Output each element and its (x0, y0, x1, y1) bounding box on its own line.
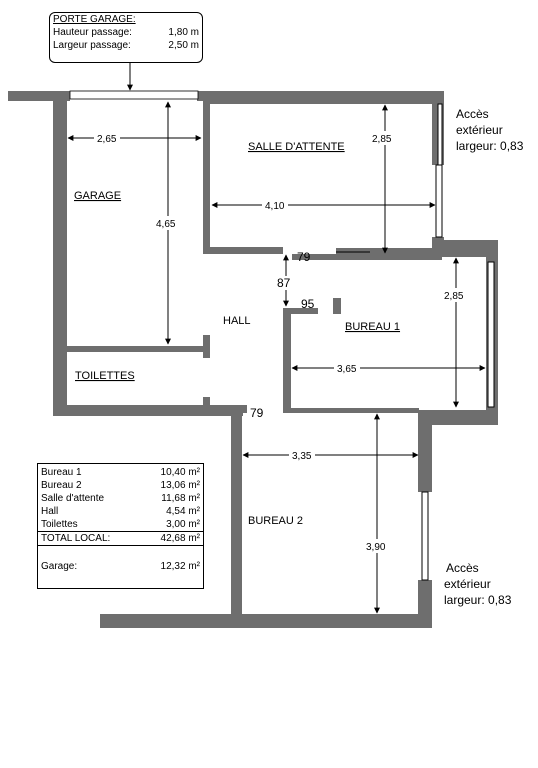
room-salle-attente-label: SALLE D'ATTENTE (248, 141, 345, 153)
dim-bureau1-width: 3,65 (337, 364, 357, 375)
porte-garage-row: Largeur passage: 2,50 m (53, 40, 199, 51)
dim-door-79-top: 79 (297, 250, 311, 264)
porte-garage-box (49, 12, 203, 63)
surface-row: Hall 4,54 m² (41, 506, 200, 517)
dim-garage-length: 4,65 (156, 219, 176, 230)
dim-door-95: 95 (301, 297, 315, 311)
room-bureau1-label: BUREAU 1 (345, 321, 401, 333)
windows (422, 104, 494, 580)
acces-exterieur-top: Accès extérieur largeur: 0,83 (456, 107, 524, 153)
surfaces-table (37, 463, 204, 589)
surface-total-row: TOTAL LOCAL: 42,68 m² (38, 532, 203, 546)
dim-bureau2-height: 3,90 (366, 542, 386, 553)
room-garage-label: GARAGE (74, 190, 122, 202)
porte-garage-row: Hauteur passage: 1,80 m (53, 27, 199, 38)
dim-bureau1-height: 2,85 (444, 291, 464, 302)
dim-door-87: 87 (277, 276, 291, 290)
surface-row: Salle d'attente 11,68 m² (41, 493, 200, 504)
room-hall-label: HALL (223, 315, 251, 327)
room-bureau2-label: BUREAU 2 (248, 515, 304, 527)
porte-garage-title: PORTE GARAGE: (53, 14, 136, 25)
room-toilettes-label: TOILETTES (75, 370, 135, 382)
surface-row: Bureau 1 10,40 m² (41, 467, 200, 478)
garage-door (70, 91, 198, 99)
surface-row: Toilettes 3,00 m² (38, 518, 203, 532)
surface-row: Bureau 2 13,06 m² (41, 480, 200, 491)
dim-salle-height: 2,85 (372, 134, 392, 145)
dim-door-79-bottom: 79 (250, 406, 264, 420)
surface-garage-row: Garage: 12,32 m² (41, 561, 200, 572)
acces-exterieur-bottom: Accès extérieur largeur: 0,83 (444, 561, 512, 607)
dim-garage-width: 2,65 (97, 134, 117, 145)
dim-salle-width: 4,10 (265, 201, 285, 212)
dim-bureau2-width: 3,35 (292, 451, 312, 462)
